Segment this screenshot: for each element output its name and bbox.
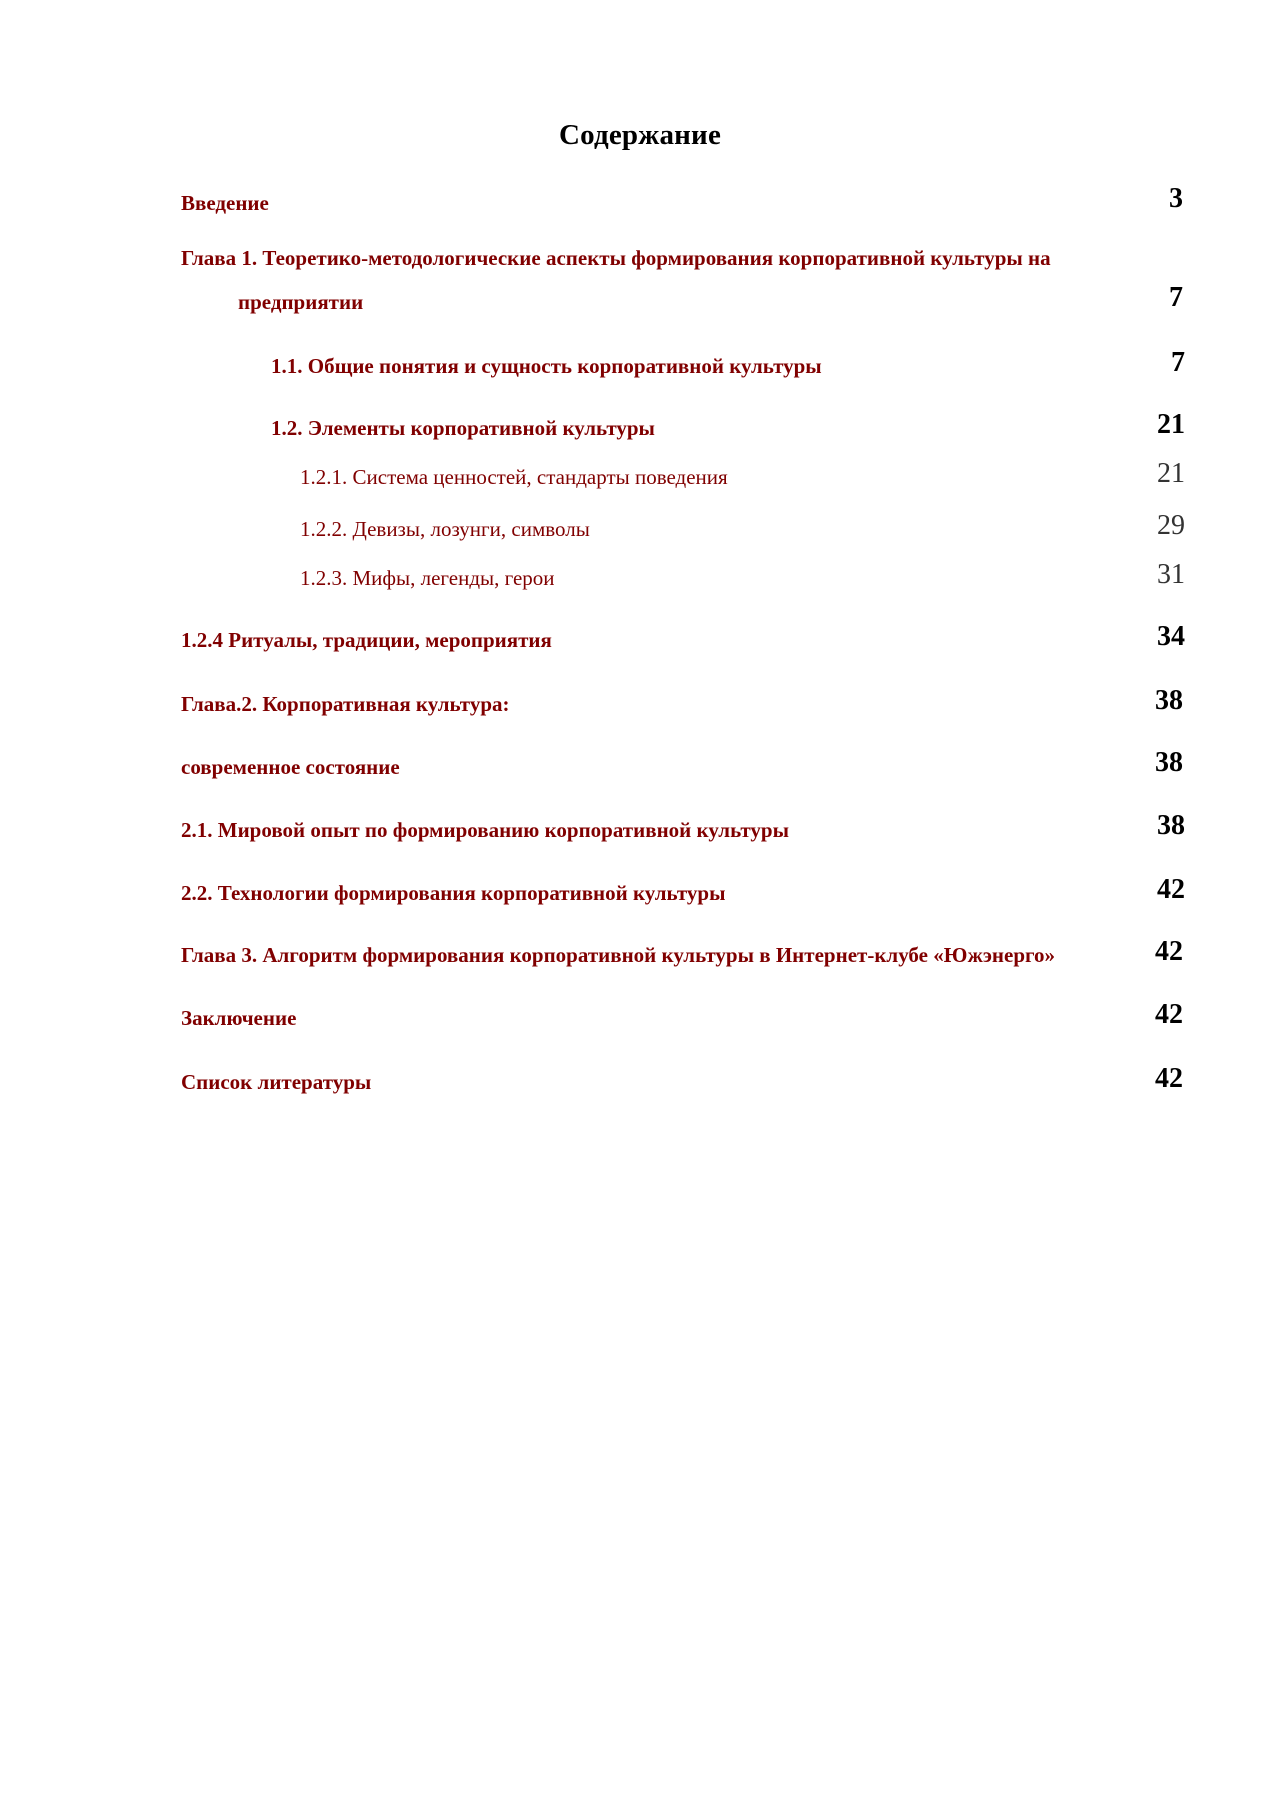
toc-page-number: 42 (1155, 1063, 1183, 1094)
toc-entry-chapter-2-subtitle[interactable]: современное состояние (181, 755, 400, 779)
toc-page-number: 42 (1155, 936, 1183, 967)
toc-entry-conclusion[interactable]: Заключение (181, 1006, 297, 1030)
toc-entry-chapter-1[interactable]: Глава 1. Теоретико-методологические аспекты формирования корпоративной культуры на (181, 246, 1051, 270)
toc-entry-subsection-1-2-4[interactable]: 1.2.4 Ритуалы, традиции, мероприятия (181, 628, 552, 652)
toc-page-number: 38 (1157, 810, 1185, 841)
toc-entry-bibliography[interactable]: Список литературы (181, 1070, 372, 1094)
toc-page-number: 7 (1169, 282, 1183, 313)
toc-entry-subsection-1-2-2[interactable]: 1.2.2. Девизы, лозунги, символы (300, 517, 590, 541)
toc-entry-introduction[interactable]: Введение (181, 191, 269, 215)
toc-entry-subsection-1-2-1[interactable]: 1.2.1. Система ценностей, стандарты поведения (300, 465, 728, 489)
toc-page-number: 7 (1171, 347, 1185, 378)
toc-page-number: 34 (1157, 621, 1185, 652)
toc-entry-section-1-2[interactable]: 1.2. Элементы корпоративной культуры (271, 416, 655, 440)
toc-entry-subsection-1-2-3[interactable]: 1.2.3. Мифы, легенды, герои (300, 566, 555, 590)
toc-page-number: 21 (1157, 409, 1185, 440)
toc-page-number: 29 (1157, 510, 1185, 541)
toc-page-number: 21 (1157, 458, 1185, 489)
toc-page-number: 3 (1169, 183, 1183, 214)
page-title: Содержание (558, 119, 722, 151)
toc-page-number: 38 (1155, 685, 1183, 716)
toc-page-number: 42 (1155, 999, 1183, 1030)
toc-entry-section-2-2[interactable]: 2.2. Технологии формирования корпоративной культуры (181, 881, 726, 905)
toc-entry-chapter-1-continuation[interactable]: предприятии (238, 290, 364, 314)
toc-page-number: 31 (1157, 559, 1185, 590)
toc-page-number: 38 (1155, 747, 1183, 778)
toc-entry-section-2-1[interactable]: 2.1. Мировой опыт по формированию корпоративной культуры (181, 818, 789, 842)
toc-entry-section-1-1[interactable]: 1.1. Общие понятия и сущность корпоративной культуры (271, 354, 822, 378)
toc-entry-chapter-2[interactable]: Глава.2. Корпоративная культура: (181, 692, 510, 716)
toc-entry-chapter-3[interactable]: Глава 3. Алгоритм формирования корпоративной культуры в Интернет-клубе «Южэнерго» (181, 943, 1056, 967)
toc-page-number: 42 (1157, 874, 1185, 905)
